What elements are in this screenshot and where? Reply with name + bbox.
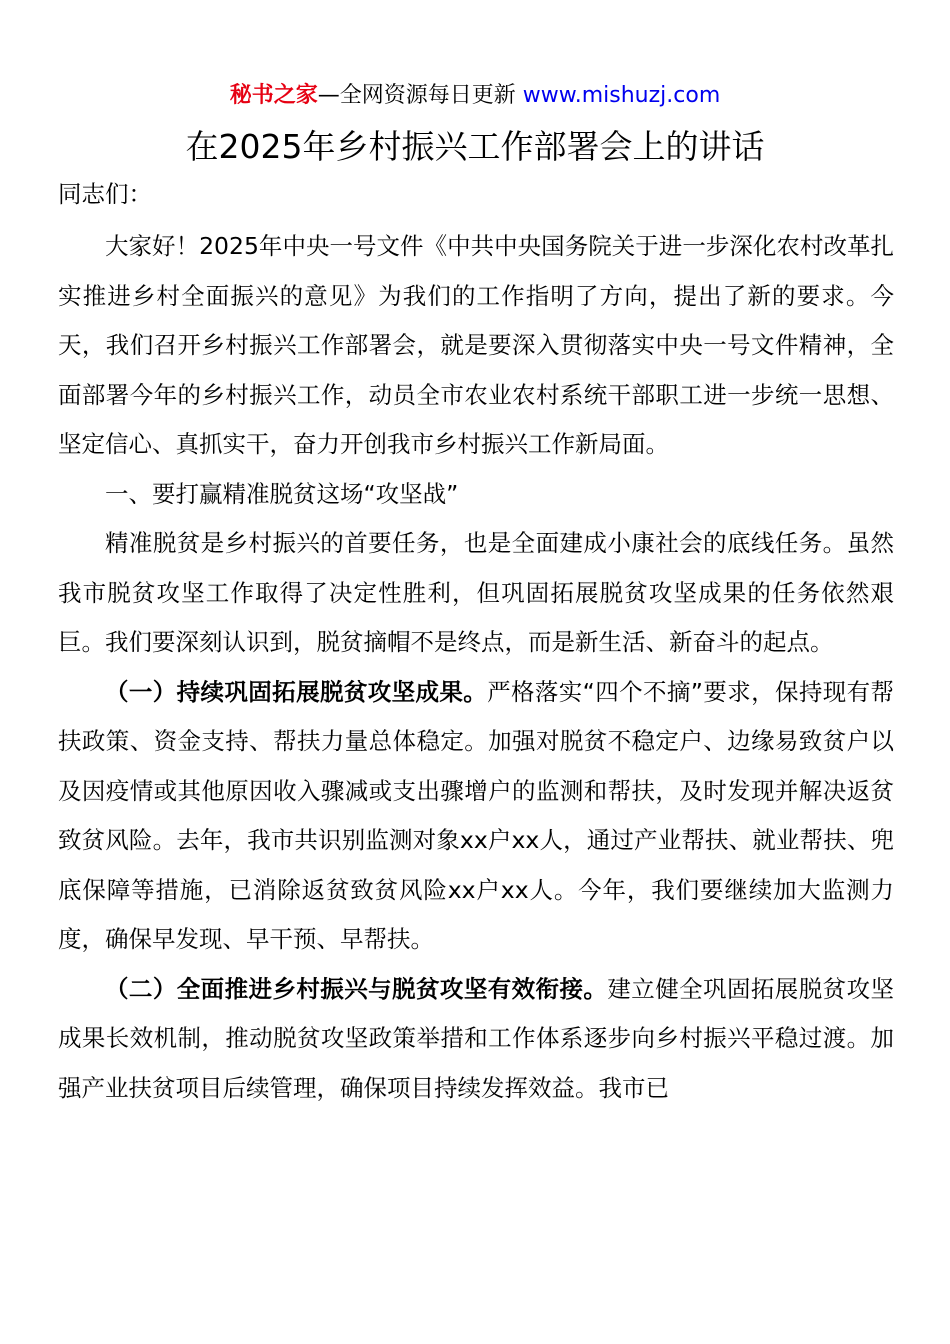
document-body (58, 222, 894, 1113)
paragraph-intro (58, 222, 894, 470)
paragraph-text: 严格落实“四个不摘”要求，保持现有帮扶政策、资金支持、帮扶力量总体稳定。加强对脱贫不稳定户、边缘易致贫户以及因疫情或其他原因收入骤减或支出骤增户的监测和帮扶，及时发现并解决返贫致贫风险。去年，我市共识别监测对象xx户xx人，通过产业帮扶、就业帮扶、兜底保障等措施，已消除返贫致贫风险xx户xx人。今年，我们要继续加大监测力度，确保早发现、早干预、早帮扶。 (58, 677, 895, 953)
paragraph-section-1 (58, 519, 894, 668)
site-url-link[interactable]: www.mishuzj.com (522, 83, 721, 108)
section-heading (58, 470, 894, 520)
subsection-lead: （二）全面推进乡村振兴与脱贫攻坚有效衔接。 (105, 974, 608, 1003)
site-header (0, 80, 950, 112)
paragraph-subsection-1 (58, 668, 894, 965)
paragraph-text: 大家好！2025年中央一号文件《中共中央国务院关于进一步深化农村改革扎实推进乡村全面振兴的意见》为我们的工作指明了方向，提出了新的要求。今天，我们召开乡村振兴工作部署会，就是要深入贯彻落实中央一号文件精神，全面部署今年的乡村振兴工作，动员全市农业农村系统干部职工进一步统一思想、坚定信心、真抓实干，奋力开创我市乡村振兴工作新局面。 (58, 232, 894, 458)
site-tagline: —全网资源每日更新 (317, 83, 523, 108)
paragraph-subsection-2 (58, 965, 894, 1114)
subsection-lead: （一）持续巩固拓展脱贫攻坚成果。 (105, 677, 488, 706)
section-heading-text: 一、要打赢精准脱贫这场“攻坚战” (105, 479, 459, 508)
salutation: 同志们： (58, 180, 152, 208)
site-brand: 秘书之家 (229, 83, 318, 108)
paragraph-text: 精准脱贫是乡村振兴的首要任务，也是全面建成小康社会的底线任务。虽然我市脱贫攻坚工作取得了决定性胜利，但巩固拓展脱贫攻坚成果的任务依然艰巨。我们要深刻认识到，脱贫摘帽不是终点，而是新生活、新奋斗的起点。 (58, 529, 894, 656)
paragraph-text: 建立健全巩固拓展脱贫攻坚成果长效机制，推动脱贫攻坚政策举措和工作体系逐步向乡村振兴平稳过渡。加强产业扶贫项目后续管理，确保项目持续发挥效益。我市已 (58, 974, 894, 1102)
document-title: 在2025年乡村振兴工作部署会上的讲话 (185, 127, 765, 166)
